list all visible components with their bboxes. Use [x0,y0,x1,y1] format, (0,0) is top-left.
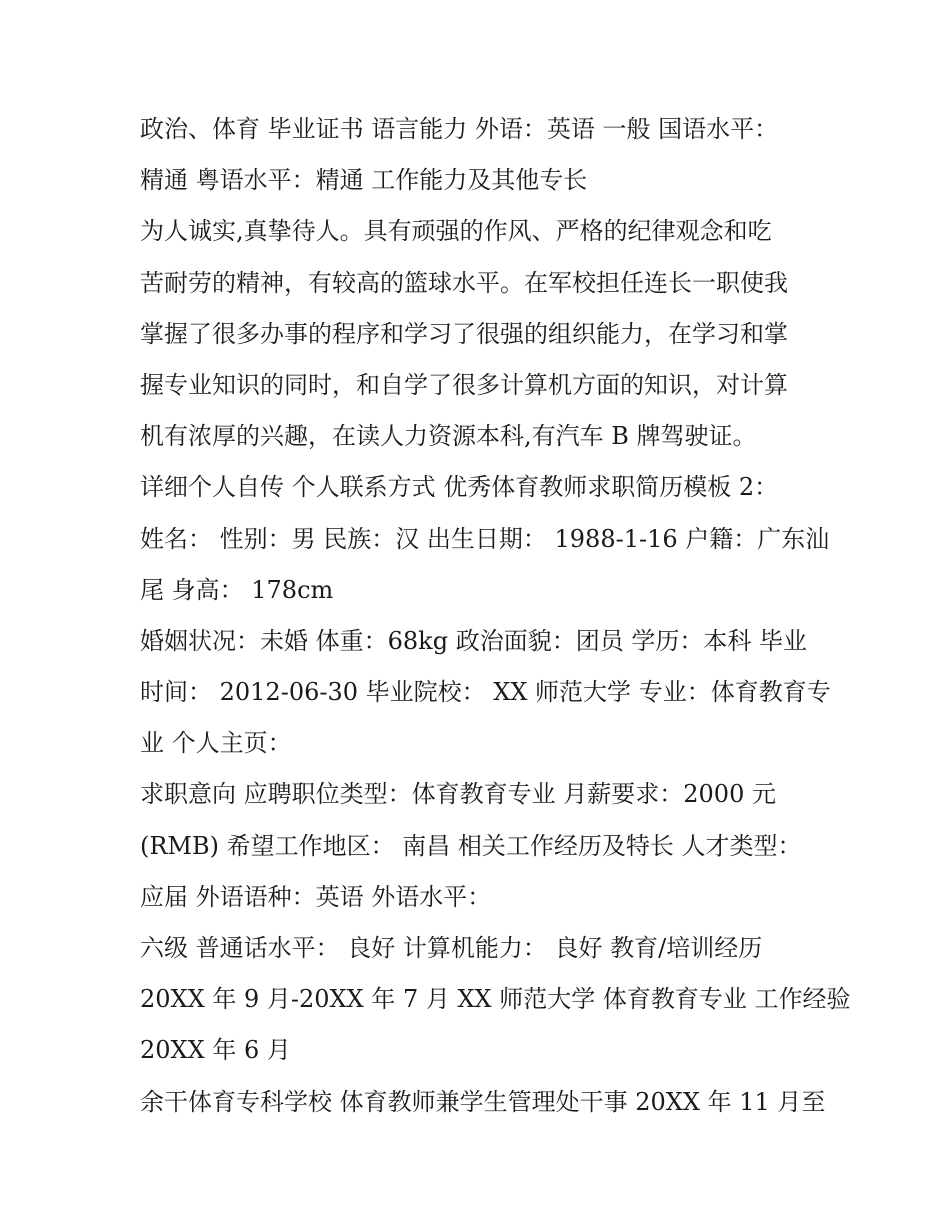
text-line: 应届 外语语种：英语 外语水平： [140,882,492,911]
text-line: 握专业知识的同时，和自学了很多计算机方面的知识，对计算 [140,370,788,399]
text-line: (RMB) 希望工作地区： 南昌 相关工作经历及特长 人才类型： [140,831,802,860]
text-line: 婚姻状况：未婚 体重：68kg 政治面貌：团员 学历：本科 毕业 [140,626,807,655]
text-line: 苦耐劳的精神，有较高的篮球水平。在军校担任连长一职使我 [140,268,788,297]
text-line: 为人诚实,真挚待人。具有顽强的作风、严格的纪律观念和吃 [140,217,772,246]
text-line: 求职意向 应聘职位类型：体育教育专业 月薪要求：2000 元 [140,780,776,809]
text-line: 20XX 年 6 月 [140,1036,291,1065]
text-line: 时间： 2012-06-30 毕业院校： XX 师范大学 专业：体育教育专 [140,678,831,707]
text-line: 20XX 年 9 月-20XX 年 7 月 XX 师范大学 体育教育专业 工作经验 [140,985,851,1014]
text-line: 机有浓厚的兴趣，在读人力资源本科,有汽车 B 牌驾驶证。 [140,422,757,451]
document-body [140,104,851,1128]
text-line: 尾 身高： 178cm [140,575,334,604]
text-line: 余干体育专科学校 体育教师兼学生管理处干事 20XX 年 11 月至 [140,1087,826,1116]
text-line: 精通 粤语水平：精通 工作能力及其他专长 [140,166,588,195]
text-line: 六级 普通话水平： 良好 计算机能力： 良好 教育/培训经历 [140,934,763,962]
text-line: 掌握了很多办事的程序和学习了很强的组织能力，在学习和掌 [140,319,788,348]
text-line: 政治、体育 毕业证书 语言能力 外语：英语 一般 国语水平： [140,115,779,143]
text-line: 姓名： 性别：男 民族：汉 出生日期： 1988-1-16 户籍：广东汕 [140,524,830,553]
text-line: 详细个人自传 个人联系方式 优秀体育教师求职简历模板 2： [140,473,779,502]
text-line: 业 个人主页： [140,729,292,758]
